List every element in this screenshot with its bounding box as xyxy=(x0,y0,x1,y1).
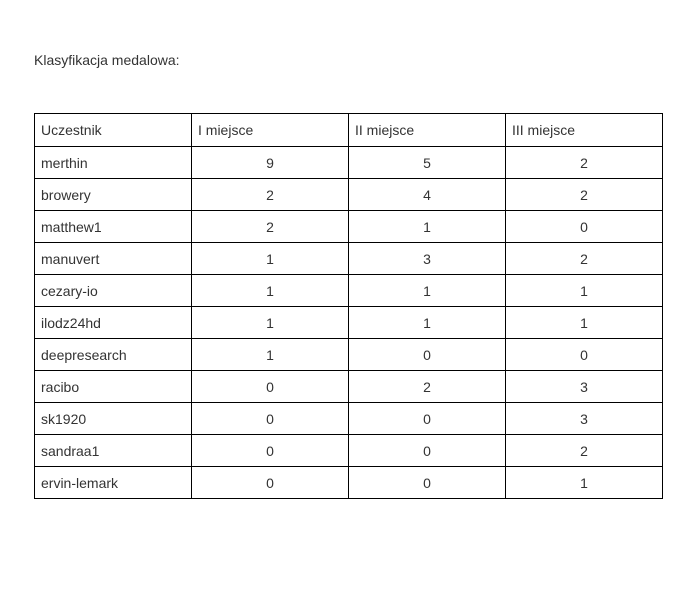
participant-cell: deepresearch xyxy=(35,339,192,371)
column-header-third-place: III miejsce xyxy=(506,114,663,147)
second-place-cell: 0 xyxy=(349,403,506,435)
medal-table-body xyxy=(35,147,663,499)
second-place-cell: 0 xyxy=(349,339,506,371)
second-place-cell: 3 xyxy=(349,243,506,275)
participant-cell: sk1920 xyxy=(35,403,192,435)
first-place-cell: 1 xyxy=(192,275,349,307)
first-place-cell: 1 xyxy=(192,307,349,339)
third-place-cell: 2 xyxy=(506,147,663,179)
first-place-cell: 0 xyxy=(192,371,349,403)
third-place-cell: 1 xyxy=(506,275,663,307)
column-header-participant: Uczestnik xyxy=(35,114,192,147)
participant-cell: cezary-io xyxy=(35,275,192,307)
third-place-cell: 2 xyxy=(506,435,663,467)
third-place-cell: 2 xyxy=(506,179,663,211)
second-place-cell: 1 xyxy=(349,307,506,339)
table-row xyxy=(35,435,663,467)
table-row xyxy=(35,211,663,243)
first-place-cell: 0 xyxy=(192,403,349,435)
second-place-cell: 1 xyxy=(349,211,506,243)
column-header-second-place: II miejsce xyxy=(349,114,506,147)
first-place-cell: 2 xyxy=(192,211,349,243)
participant-cell: matthew1 xyxy=(35,211,192,243)
table-row xyxy=(35,147,663,179)
first-place-cell: 0 xyxy=(192,467,349,499)
medal-table-caption: Klasyfikacja medalowa: xyxy=(34,52,180,68)
second-place-cell: 4 xyxy=(349,179,506,211)
third-place-cell: 1 xyxy=(506,467,663,499)
table-row xyxy=(35,371,663,403)
participant-cell: manuvert xyxy=(35,243,192,275)
table-row xyxy=(35,339,663,371)
table-row xyxy=(35,179,663,211)
first-place-cell: 9 xyxy=(192,147,349,179)
second-place-cell: 5 xyxy=(349,147,506,179)
first-place-cell: 2 xyxy=(192,179,349,211)
second-place-cell: 2 xyxy=(349,371,506,403)
column-header-first-place: I miejsce xyxy=(192,114,349,147)
third-place-cell: 1 xyxy=(506,307,663,339)
medal-table xyxy=(34,113,663,499)
table-row xyxy=(35,243,663,275)
participant-cell: racibo xyxy=(35,371,192,403)
participant-cell: browery xyxy=(35,179,192,211)
participant-cell: merthin xyxy=(35,147,192,179)
participant-cell: sandraa1 xyxy=(35,435,192,467)
participant-cell: ervin-lemark xyxy=(35,467,192,499)
participant-cell: ilodz24hd xyxy=(35,307,192,339)
second-place-cell: 0 xyxy=(349,435,506,467)
first-place-cell: 1 xyxy=(192,243,349,275)
third-place-cell: 3 xyxy=(506,371,663,403)
table-row xyxy=(35,467,663,499)
table-header-row xyxy=(35,114,663,147)
first-place-cell: 0 xyxy=(192,435,349,467)
second-place-cell: 0 xyxy=(349,467,506,499)
second-place-cell: 1 xyxy=(349,275,506,307)
table-row xyxy=(35,307,663,339)
table-row xyxy=(35,403,663,435)
third-place-cell: 0 xyxy=(506,211,663,243)
third-place-cell: 0 xyxy=(506,339,663,371)
third-place-cell: 3 xyxy=(506,403,663,435)
table-row xyxy=(35,275,663,307)
third-place-cell: 2 xyxy=(506,243,663,275)
first-place-cell: 1 xyxy=(192,339,349,371)
